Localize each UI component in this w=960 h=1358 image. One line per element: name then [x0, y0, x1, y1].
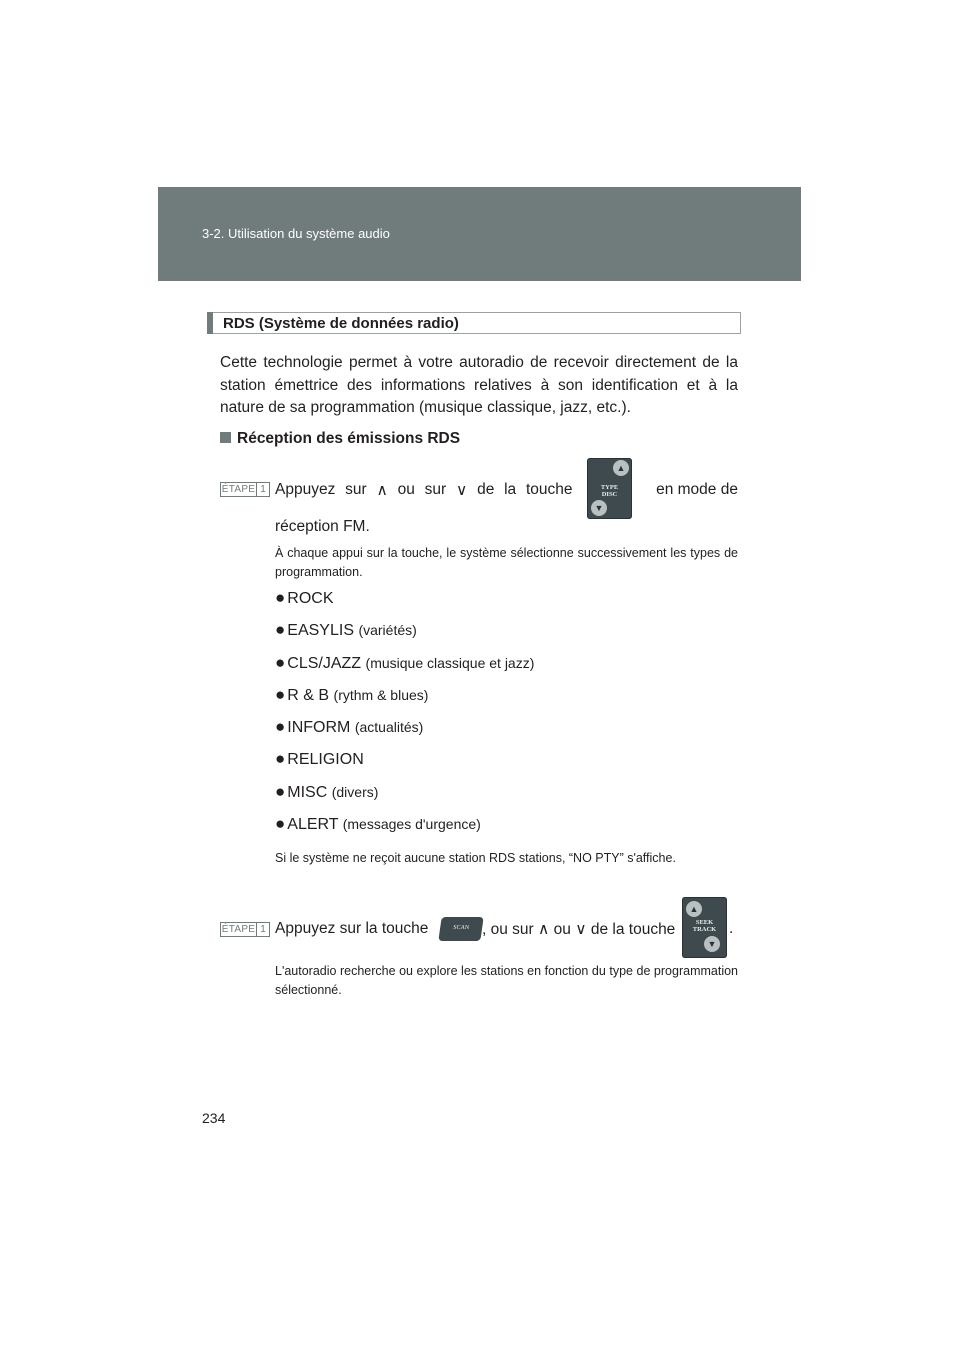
seek-track-button-icon [682, 897, 727, 958]
list-item [275, 782, 534, 814]
step1-note: À chaque appui sur la touche, le système sélectionne successivement les types de programmation. [275, 546, 738, 579]
list-item [275, 717, 534, 749]
step2-text-end: . [729, 920, 734, 937]
no-pty-note: Si le système ne reçoit aucune station RDS stations, “NO PTY” s'affiche. [275, 851, 676, 865]
down-arrow-icon: ▼ [704, 936, 720, 952]
intro-paragraph: Cette technologie permet à votre autoradio de recevoir directement de la station émettrice des informations relatives à son identification et à la nature de sa programmation (musique classique, jazz, etc.). [220, 354, 738, 416]
list-item [275, 749, 534, 781]
programme-code: EASYLIS [287, 622, 354, 640]
section-accent-bar [207, 312, 213, 334]
page-number: 234 [202, 1110, 226, 1126]
programme-detail: (divers) [331, 783, 379, 800]
programme-code: ALERT [287, 816, 339, 834]
programme-code: RELIGION [287, 751, 364, 769]
programme-detail: (musique classique et jazz) [365, 654, 535, 671]
step1-text-after: en mode de [656, 481, 738, 498]
step1-word: touche [525, 481, 573, 498]
step1-down-symbol: ∨ [455, 481, 468, 499]
bullet-icon: ● [275, 652, 286, 672]
step-badge-label: ÉTAPE [221, 924, 256, 935]
bullet-icon: ● [275, 781, 286, 801]
up-arrow-icon: ▲ [686, 901, 702, 917]
programme-code: CLS/JAZZ [287, 654, 362, 672]
step-badge-label: ÉTAPE [221, 484, 256, 495]
scan-caption: SCAN [452, 925, 470, 931]
step1-word: sur [345, 481, 367, 498]
up-arrow-icon: ▲ [613, 460, 629, 476]
step1-word: Appuyez [275, 481, 336, 498]
programme-type-list [275, 588, 534, 846]
programme-code: ROCK [287, 590, 334, 607]
bullet-icon: ● [275, 684, 286, 704]
programme-detail: (variétés) [358, 622, 417, 639]
list-item [275, 588, 534, 620]
step2-text-before: Appuyez sur la touche [275, 920, 429, 937]
programme-code: MISC [287, 783, 328, 801]
section-title-bar [207, 312, 741, 334]
programme-code: R & B [287, 686, 330, 704]
subheading-text: Réception des émissions RDS [237, 430, 461, 447]
step1-word: sur [424, 481, 447, 498]
step2-text-middle: , ou sur ∧ ou ∨ de la touche [482, 921, 676, 938]
step1-word: ou [397, 481, 415, 498]
step-badge [220, 922, 270, 937]
section-title: RDS (Système de données radio) [223, 315, 459, 332]
programme-detail: (rythm & blues) [333, 686, 429, 703]
chapter-title: 3-2. Utilisation du système audio [202, 226, 390, 241]
type-caption: TYPE [600, 484, 619, 491]
programme-detail: (messages d'urgence) [342, 816, 481, 833]
step-badge [220, 482, 270, 497]
list-item [275, 653, 534, 685]
list-item [275, 620, 534, 652]
step-badge-number: 1 [256, 923, 269, 936]
type-disc-button-icon [587, 458, 632, 519]
step1-instruction [275, 480, 738, 500]
disc-caption: DISC [601, 491, 618, 498]
step1-continuation: réception FM. [275, 518, 370, 535]
seek-track-caption [682, 919, 727, 933]
list-item [275, 814, 534, 846]
step-badge-number: 1 [256, 483, 269, 496]
step1-word: la [504, 481, 517, 498]
subheading [220, 430, 460, 448]
track-caption: TRACK [692, 926, 717, 933]
bullet-icon: ● [275, 814, 286, 834]
step1-word: de [477, 481, 495, 498]
step1-up-symbol: ∧ [376, 481, 388, 499]
programme-detail: (actualités) [354, 719, 424, 736]
down-arrow-icon: ▼ [591, 500, 607, 516]
square-bullet-icon [220, 432, 231, 443]
bullet-icon: ● [275, 588, 286, 607]
seek-caption: SEEK [695, 919, 714, 926]
step2-note: L'autoradio recherche ou explore les stations en fonction du type de programmation sélectionné. [275, 964, 738, 997]
bullet-icon: ● [275, 717, 286, 737]
type-disc-caption [587, 484, 632, 498]
scan-button-icon [438, 917, 483, 941]
bullet-icon: ● [275, 620, 286, 640]
list-item [275, 685, 534, 717]
programme-code: INFORM [287, 719, 351, 737]
bullet-icon: ● [275, 749, 286, 769]
